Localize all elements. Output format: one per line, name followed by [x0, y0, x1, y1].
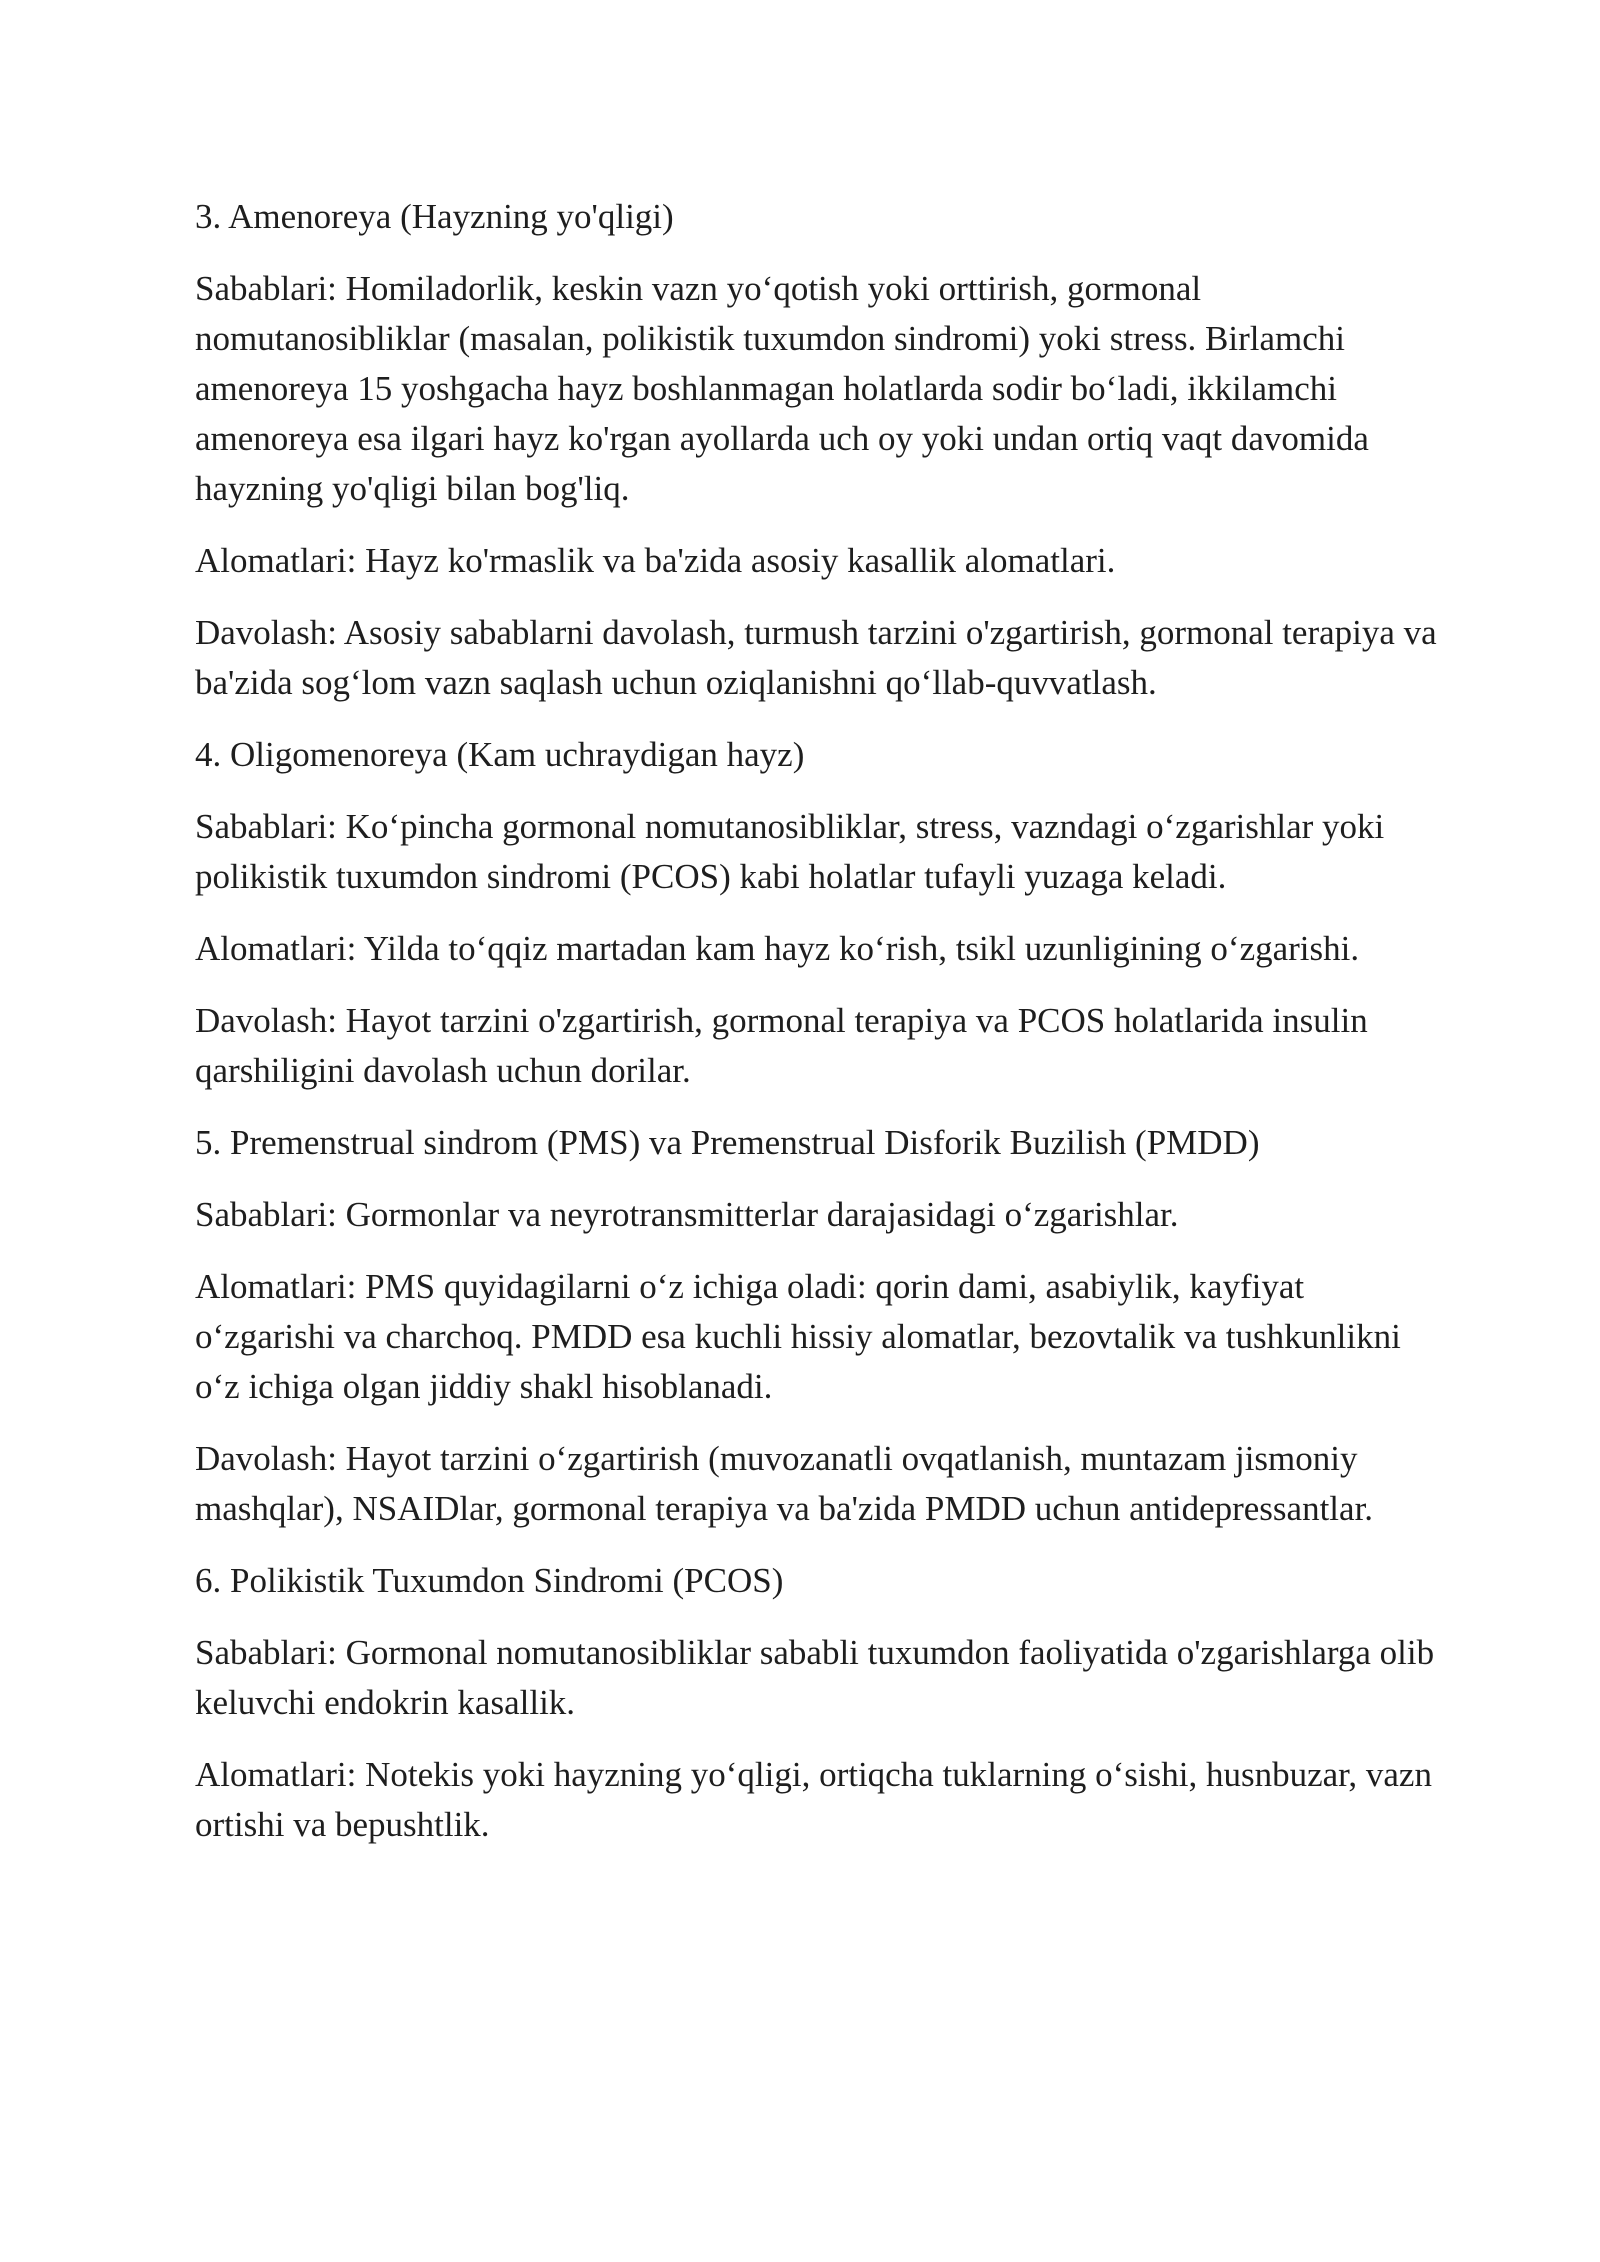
section-heading-amenoreya: 3. Amenoreya (Hayzning yo'qligi) [195, 197, 674, 236]
paragraph-pcos-symptoms: Alomatlari: Notekis yoki hayzning yo‘qligi, ortiqcha tuklarning o‘sishi, husnbuzar, vazn ortishi va bepushtlik. [195, 1755, 1432, 1844]
paragraph-amenoreya-treatment: Davolash: Asosiy sabablarni davolash, turmush tarzini o'zgartirish, gormonal terapiya va ba'zida sog‘lom vazn saqlash uchun oziqlanishni qo‘llab-quvvatlash. [195, 613, 1437, 702]
paragraph-oligomenoreya-symptoms: Alomatlari: Yilda to‘qqiz martadan kam hayz ko‘rish, tsikl uzunligining o‘zgarishi. [195, 929, 1360, 968]
section-heading-pcos: 6. Polikistik Tuxumdon Sindromi (PCOS) [195, 1561, 784, 1600]
paragraph-amenoreya-symptoms: Alomatlari: Hayz ko'rmaslik va ba'zida asosiy kasallik alomatlari. [195, 541, 1116, 580]
paragraph-pcos-causes: Sabablari: Gormonal nomutanosibliklar sababli tuxumdon faoliyatida o'zgarishlarga olib keluvchi endokrin kasallik. [195, 1633, 1435, 1722]
document-body [195, 192, 1445, 1872]
section-heading-oligomenoreya: 4. Oligomenoreya (Kam uchraydigan hayz) [195, 735, 805, 774]
paragraph-pms-symptoms: Alomatlari: PMS quyidagilarni o‘z ichiga oladi: qorin dami, asabiylik, kayfiyat o‘zgarishi va charchoq. PMDD esa kuchli hissiy alomatlar, bezovtalik va tushkunlikni o‘z ichiga olgan jiddiy shakl hisoblanadi. [195, 1267, 1401, 1406]
paragraph-pms-treatment: Davolash: Hayot tarzini o‘zgartirish (muvozanatli ovqatlanish, muntazam jismoniy mashqlar), NSAIDlar, gormonal terapiya va ba'zida PMDD uchun antidepressantlar. [195, 1439, 1374, 1528]
paragraph-oligomenoreya-causes: Sabablari: Ko‘pincha gormonal nomutanosibliklar, stress, vazndagi o‘zgarishlar yoki polikistik tuxumdon sindromi (PCOS) kabi holatlar tufayli yuzaga keladi. [195, 807, 1385, 896]
paragraph-oligomenoreya-treatment: Davolash: Hayot tarzini o'zgartirish, gormonal terapiya va PCOS holatlarida insulin qarshiligini davolash uchun dorilar. [195, 1001, 1368, 1090]
paragraph-amenoreya-causes: Sabablari: Homiladorlik, keskin vazn yo‘qotish yoki orttirish, gormonal nomutanosibliklar (masalan, polikistik tuxumdon sindromi) yoki stress. Birlamchi amenoreya 15 yoshgacha hayz boshlanmagan holatlarda sodir bo‘ladi, ikkilamchi amenoreya esa ilgari hayz ko'rgan ayollarda uch oy yoki undan ortiq vaqt davomida hayzning yo'qligi bilan bog'liq. [195, 269, 1369, 508]
section-heading-pms-pmdd: 5. Premenstrual sindrom (PMS) va Premenstrual Disforik Buzilish (PMDD) [195, 1123, 1260, 1162]
paragraph-pms-causes: Sabablari: Gormonlar va neyrotransmitterlar darajasidagi o‘zgarishlar. [195, 1195, 1179, 1234]
